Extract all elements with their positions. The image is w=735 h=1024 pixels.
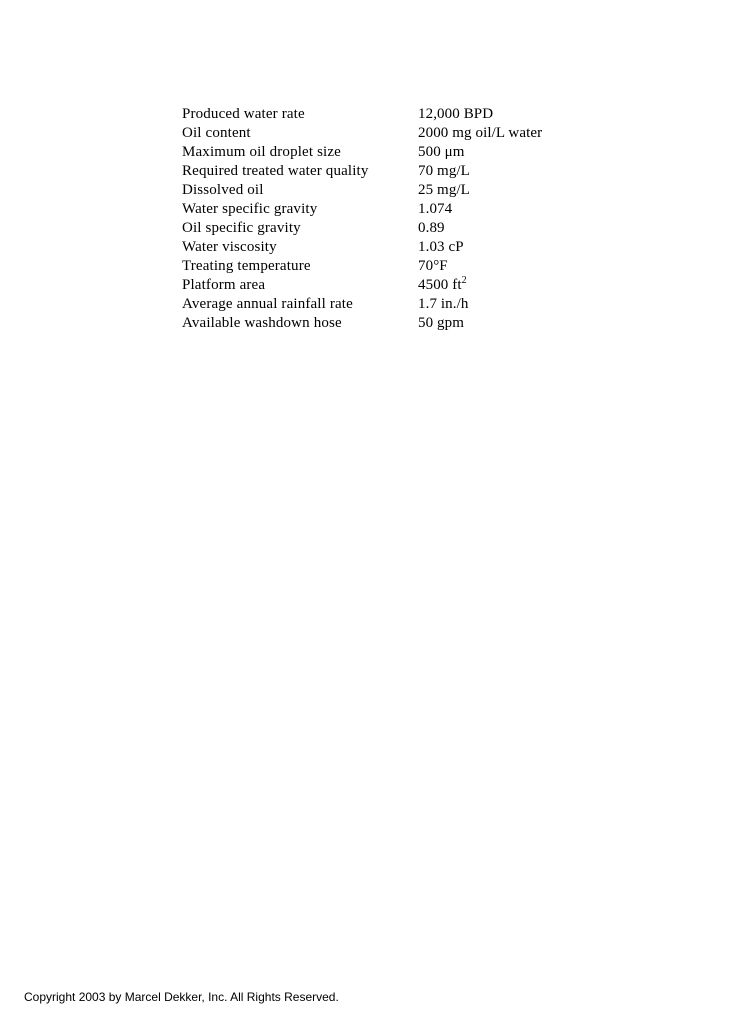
parameter-label: Water viscosity	[182, 239, 277, 255]
table-row	[182, 219, 542, 238]
parameter-value: 500 μm	[418, 144, 465, 160]
parameter-value: 0.89	[418, 220, 445, 236]
parameter-label: Average annual rainfall rate	[182, 296, 353, 312]
parameter-value: 12,000 BPD	[418, 106, 494, 122]
table-row	[182, 105, 542, 124]
table-row	[182, 295, 542, 314]
table-row	[182, 257, 542, 276]
table-row	[182, 143, 542, 162]
parameter-label: Maximum oil droplet size	[182, 144, 341, 160]
parameter-value: 70 mg/L	[418, 163, 470, 179]
parameter-label: Produced water rate	[182, 106, 305, 122]
parameter-value: 70°F	[418, 258, 448, 274]
parameter-label: Required treated water quality	[182, 163, 369, 179]
value-text: 4500 ft	[418, 277, 462, 293]
parameter-label: Dissolved oil	[182, 182, 264, 198]
parameter-label: Treating temperature	[182, 258, 311, 274]
parameter-label: Oil specific gravity	[182, 220, 301, 236]
table-row	[182, 200, 542, 219]
parameter-value: 1.7 in./h	[418, 296, 469, 312]
parameter-value: 2000 mg oil/L water	[418, 125, 543, 141]
parameter-value: 1.03 cP	[418, 239, 464, 255]
parameter-label: Water specific gravity	[182, 201, 318, 217]
table-row	[182, 181, 542, 200]
parameter-value: 1.074	[418, 201, 453, 217]
table-row	[182, 124, 542, 143]
table-row	[182, 238, 542, 257]
parameter-value: 50 gpm	[418, 315, 465, 331]
table-row	[182, 276, 542, 295]
table-row	[182, 162, 542, 181]
parameter-label: Platform area	[182, 277, 266, 293]
value-superscript: 2	[461, 275, 467, 286]
copyright-footer: Copyright 2003 by Marcel Dekker, Inc. All Rights Reserved.	[24, 990, 339, 1004]
parameter-value	[418, 276, 542, 295]
table-row	[182, 314, 542, 333]
parameter-value: 25 mg/L	[418, 182, 470, 198]
parameter-label: Oil content	[182, 125, 251, 141]
design-parameters-table	[182, 105, 542, 333]
parameter-label: Available washdown hose	[182, 315, 342, 331]
